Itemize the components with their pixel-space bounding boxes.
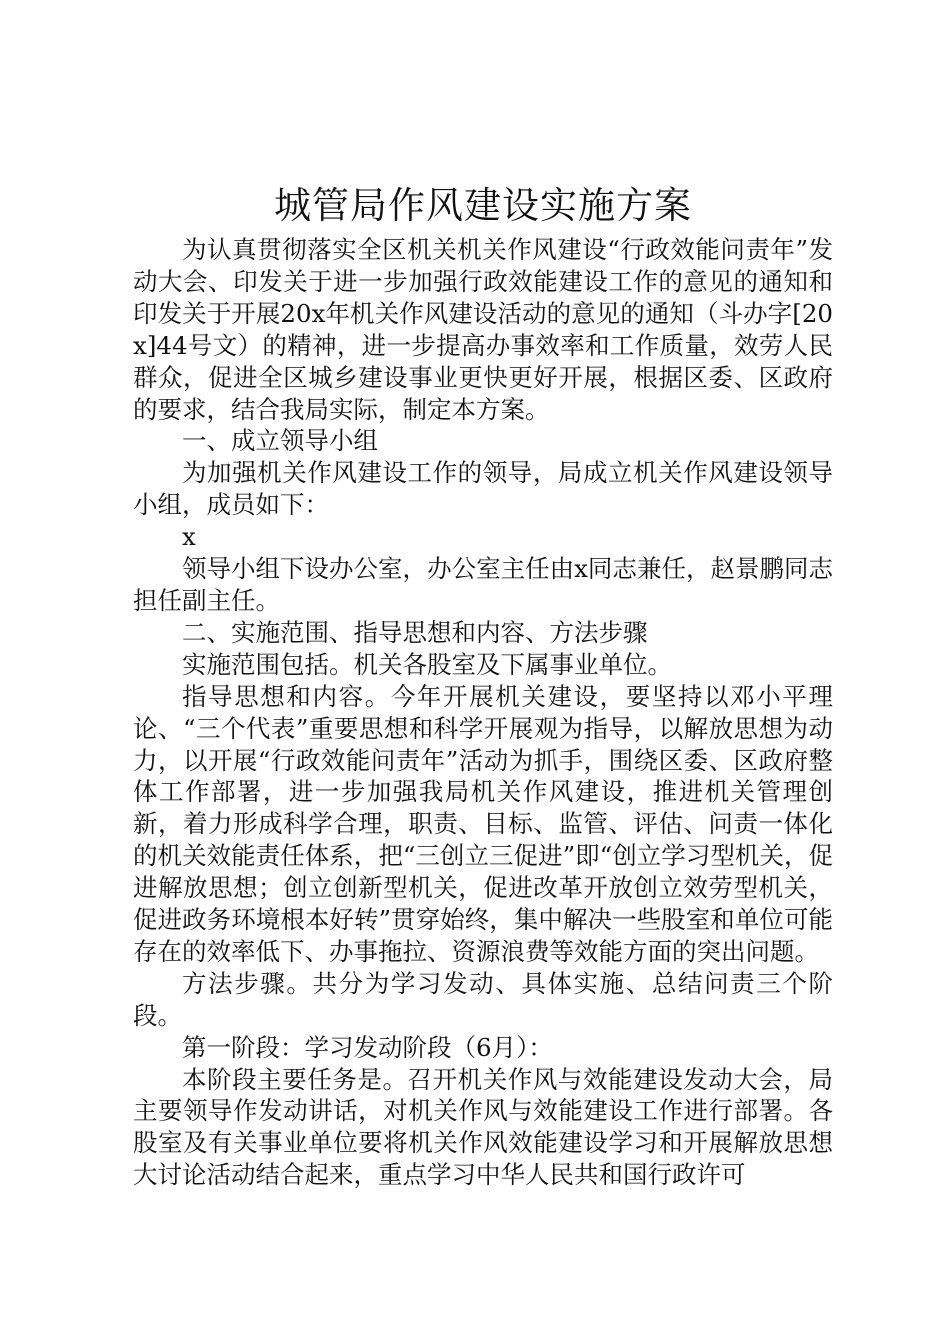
phase-one-heading: 第一阶段：学习发动阶段（6月）：: [182, 1032, 553, 1062]
method-steps-paragraph: 方法步骤。共分为学习发动、具体实施、总结问责三个阶段。: [133, 968, 833, 1030]
scope-paragraph: 实施范围包括。机关各股室及下属事业单位。: [182, 649, 672, 679]
leadership-group-paragraph: 为加强机关作风建设工作的领导，局成立机关作风建设领导小组，成员如下：: [133, 458, 833, 520]
section-heading-scope: 二、实施范围、指导思想和内容、方法步骤: [182, 617, 648, 647]
document-page: [133, 180, 833, 1191]
guiding-ideology-paragraph: 指导思想和内容。今年开展机关建设，要坚持以邓小平理论、“三个代表”重要思想和科学开展观为指导，以解放思想为动力，以开展“行政效能问责年”活动为抓手，围绕区委、区政府整体工作部署，进一步加强我局机关作风建设，推进机关管理创新，着力形成科学合理，职责、目标、监管、评估、问责一体化的机关效能责任体系，把“三创立三促进”即“创立学习型机关，促进解放思想；创立创新型机关，促进改革开放创立效劳型机关，促进政务环境根本好转”贯穿始终，集中解决一些股室和单位可能存在的效率低下、办事拖拉、资源浪费等效能方面的突出问题。: [133, 681, 833, 966]
phase-one-paragraph: 本阶段主要任务是。召开机关作风与效能建设发动大会，局主要领导作发动讲话，对机关作风与效能建设工作进行部署。各股室及有关事业单位要将机关作风效能建设学习和开展解放思想大讨论活动结合起来，重点学习中华人民共和国行政许可: [133, 1064, 833, 1190]
member-list: x: [182, 522, 196, 552]
office-paragraph: 领导小组下设办公室，办公室主任由x同志兼任，赵景鹏同志担任副主任。: [133, 554, 833, 615]
intro-paragraph: 为认真贯彻落实全区机关机关作风建设“行政效能问责年”发动大会、印发关于进一步加强行政效能建设工作的意见的通知和印发关于开展20x年机关作风建设活动的意见的通知（斗办字[20x]44号文）的精神，进一步提高办事效率和工作质量，效劳人民群众，促进全区城乡建设事业更快更好开展，根据区委、区政府的要求，结合我局实际，制定本方案。: [133, 235, 833, 424]
document-title: 城管局作风建设实施方案: [274, 184, 692, 227]
section-heading-leadership-group: 一、成立领导小组: [182, 426, 378, 456]
